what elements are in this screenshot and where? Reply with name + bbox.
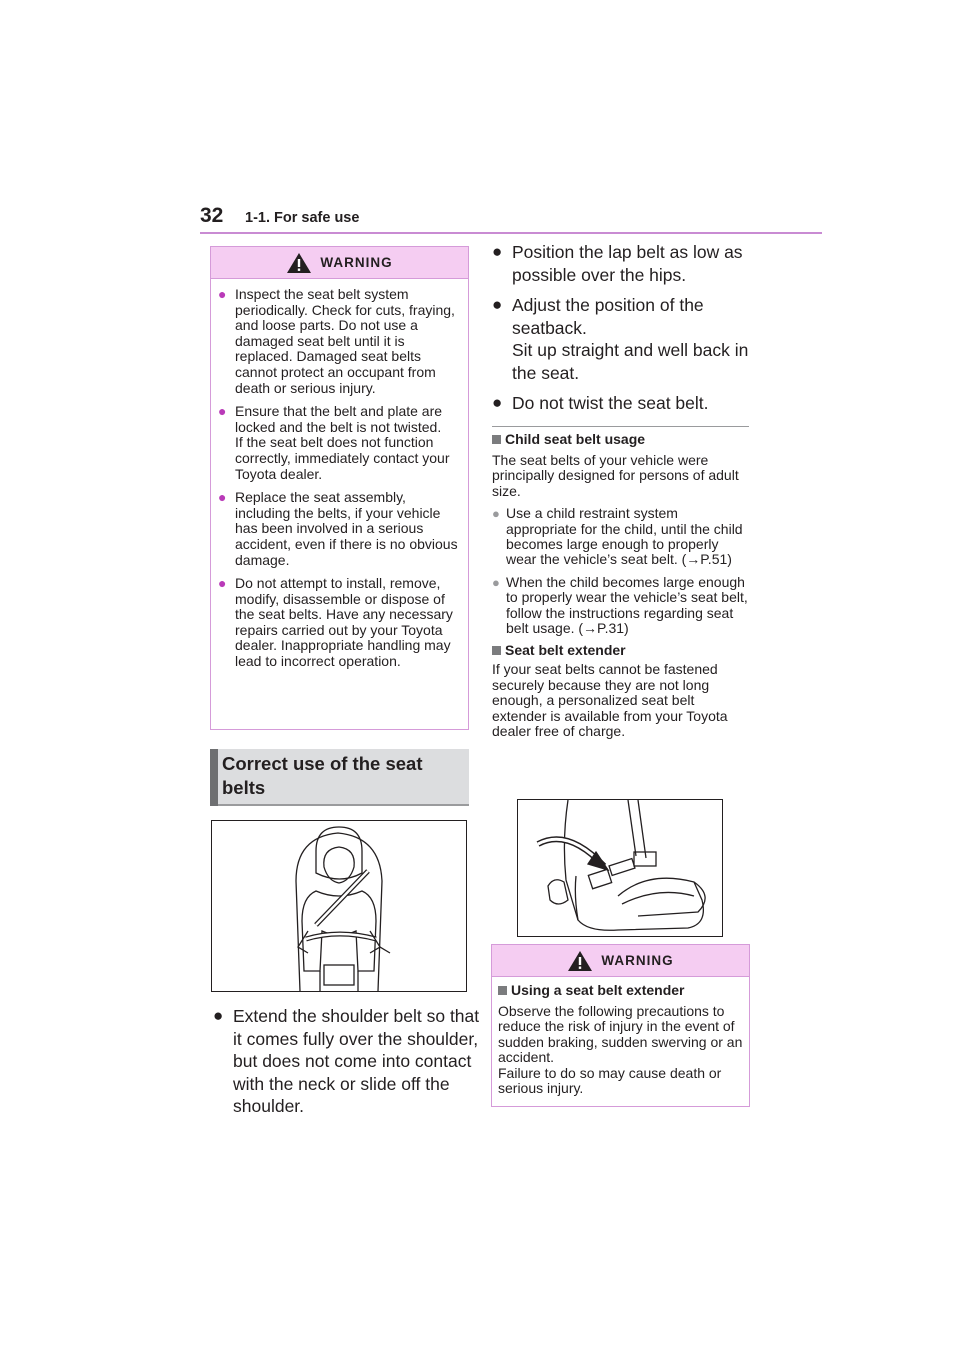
bullet-dot-icon: ● [492,506,500,522]
warning-text: Failure to do so may cause death or serious injury. [498,1064,722,1097]
bullet-dot-icon: ● [218,403,227,420]
bullet-dot-icon: ● [218,286,227,302]
section-heading: Correct use of the seat belts [222,753,423,798]
warning-triangle-icon [286,252,312,274]
page-number: 32 [200,204,224,227]
warning-header [211,247,468,279]
bullet-dot-icon: ● [492,242,503,261]
warning-subheading: Using a seat belt extender [498,982,743,998]
warning-item: ● Inspect the seat belt system periodically. Check for cuts, fraying, and loose parts. Do not use a damaged seat belt until it is replaced. Damaged seat belts cannot protect an occupant from death or serious injury. [218,286,455,396]
subheading-child-seat: Child seat belt usage [492,431,752,447]
bullet-dot-icon: ● [218,575,227,592]
warning-title: WARNING [320,255,393,270]
divider [492,426,749,427]
bullet-dot-icon: ● [218,489,227,506]
section-heading-bar [210,749,218,806]
bullet-dot-icon: ● [492,393,503,412]
bullet-dot-icon: ● [213,1006,224,1025]
info-block [492,431,752,740]
instruction-bullet: ● Position the lap belt as low as possible over the hips. [492,242,743,285]
subheading-extender: Seat belt extender [492,642,752,658]
instruction-list [492,241,752,423]
warning-triangle-icon [567,950,593,972]
warning-item: ● Ensure that the belt and plate are locked and the belt is not twisted. If the seat belt does not function correctly, immediately contact your Toyota dealer. [218,403,450,482]
header-rule [200,232,822,234]
bullet-dot-icon: ● [492,295,503,314]
list-item: ● Use a child restraint system appropriate for the child, until the child becomes large enough to properly wear the vehicle’s seat belt. (→P.51) [492,505,743,568]
square-bullet-icon [498,986,507,995]
instruction-bullet: ● Adjust the position of the seatback. Sit up straight and well back in the seat. [492,295,749,383]
extender-text: If your seat belts cannot be fastened securely because they are not long enough, a personalized seat belt extender is available from your Toyota dealer free of charge. [492,661,728,740]
warning-title: WARNING [601,953,674,968]
section-title: 1-1. For safe use [245,210,360,226]
warning-box [210,246,469,730]
instruction-bullet: ● Do not twist the seat belt. [492,393,709,413]
warning-item: ● Do not attempt to install, remove, modify, disassemble or dispose of the seat belts. Have any necessary repairs carried out by your Toyota dealer. Inappropriate handling may lead to incorrect operation. [218,575,453,670]
warning-item: ● Replace the seat assembly, including the belts, if your vehicle has been involved in a serious accident, even if there is no obvious damage. [218,489,458,568]
instruction-bullet: ● Extend the shoulder belt so that it comes fully over the shoulder, but does not come into contact with the neck or slide off the shoulder. [213,1006,480,1116]
warning-text: Observe the following precautions to reduce the risk of injury in the event of sudden braking, sudden swerving or an accident. [498,1003,743,1066]
square-bullet-icon [492,646,501,655]
seatbelt-extender-illustration [517,799,723,937]
list-item: ● When the child becomes large enough to properly wear the vehicle’s seat belt, follow the instructions regarding seat belt usage. (→P.31) [492,573,748,637]
square-bullet-icon [492,435,501,444]
seatbelt-wearing-illustration [211,820,467,992]
bullet-dot-icon: ● [492,574,500,590]
child-seat-text: The seat belts of your vehicle were principally designed for persons of adult size. [492,452,739,499]
warning-header [492,945,749,977]
warning-box [491,944,750,1107]
